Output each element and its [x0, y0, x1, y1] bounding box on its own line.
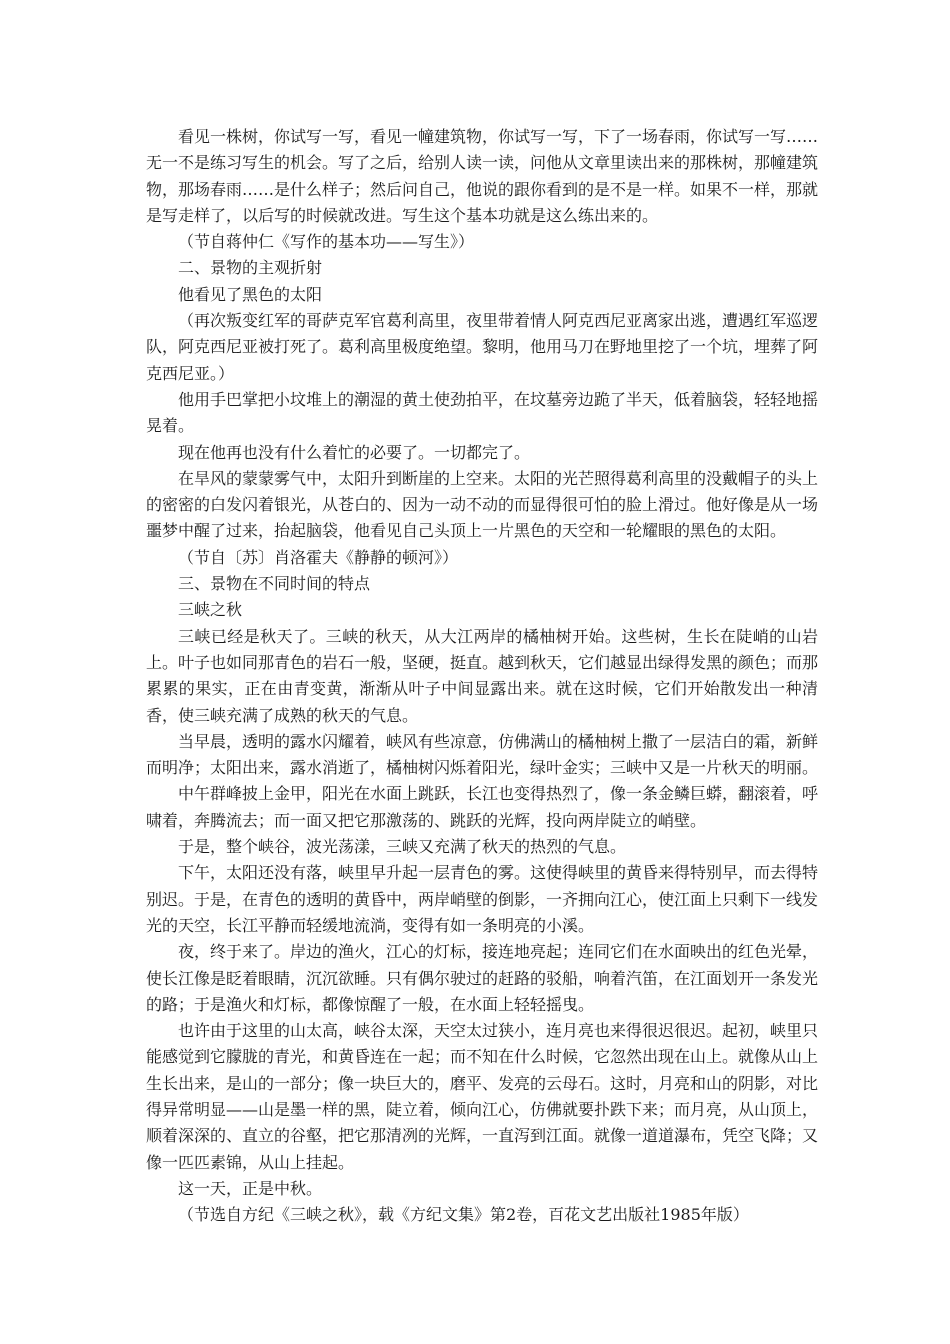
paragraph-moon: 也许由于这里的山太高，峡谷太深，天空太过狭小，连月亮也来得很迟很迟。起初，峡里只能感觉到它朦胧的青光，和黄昏连在一起；而不知在什么时候，它忽然出现在山上。就像从山上生长出来，是山的一部分；像一块巨大的，磨平、发亮的云母石。这时，月亮和山的阴影，对比得异常明显——山是墨一样的黑，陡立着，倾向江心，仿佛就要扑跌下来；而月亮，从山顶上，顺着深深的、直立的谷壑，把它那清冽的光辉，一直泻到江面。就像一道道瀑布，凭空飞降；又像一匹匹素锦，从山上挂起。	[146, 1021, 819, 1172]
paragraph-context-note: （再次叛变红军的哥萨克军官葛利高里，夜里带着情人阿克西尼亚离家出逃，遭遇红军巡逻队，阿克西尼亚被打死了。葛利高里极度绝望。黎明，他用马刀在野地里挖了一个坑，埋葬了阿克西尼亚。）	[146, 311, 819, 383]
paragraph-mid-autumn: 这一天，正是中秋。	[178, 1178, 323, 1198]
paragraph-valley: 于是，整个峡谷，波光荡漾，三峡又充满了秋天的热烈的气息。	[178, 837, 627, 857]
document-page	[146, 124, 818, 1228]
source-citation-sholokhov: （节自〔苏〕肖洛霍夫《静静的顿河》）	[178, 547, 459, 567]
paragraph-autumn-begins: 三峡已经是秋天了。三峡的秋天，从大江两岸的橘柚树开始。这些树，生长在陡峭的山岩上。叶子也如同那青色的岩石一般，坚硬，挺直。越到秋天，它们越显出绿得发黑的颜色；而那累累的果实，正在由青变黄，渐渐从叶子中间显露出来。就在这时候，它们开始散发出一种清香，使三峡充满了成熟的秋天的气息。	[146, 626, 819, 725]
excerpt-title-three-gorges: 三峡之秋	[178, 600, 243, 620]
section-heading-2: 二、景物的主观折射	[178, 258, 323, 278]
paragraph-morning: 当早晨，透明的露水闪耀着，峡风有些凉意，仿佛满山的橘柚树上撒了一层洁白的霜，新鲜而明净；太阳出来，露水消逝了，橘柚树闪烁着阳光，绿叶金实；三峡中又是一片秋天的明丽。	[146, 731, 819, 778]
section-heading-3: 三、景物在不同时间的特点	[178, 574, 371, 594]
paragraph-all-over: 现在他再也没有什么着忙的必要了。一切都完了。	[178, 442, 531, 462]
paragraph-night: 夜，终于来了。岸边的渔火，江心的灯标，接连地亮起；连同它们在水面映出的红色光晕，使长江像是眨着眼睛，沉沉欲睡。只有偶尔驶过的赶路的驳船，响着汽笛，在江面划开一条发光的路；于是渔火和灯标，都像惊醒了一般，在水面上轻轻摇曳。	[146, 942, 819, 1014]
paragraph-writing-practice: 看见一株树，你试写一写，看见一幢建筑物，你试写一写，下了一场春雨，你试写一写……无一不是练习写生的机会。写了之后，给别人读一读，问他从文章里读出来的那株树，那幢建筑物，那场春雨……是什么样子；然后问自己，他说的跟你看到的是不是一样。如果不一样，那就是写走样了，以后写的时候就改进。写生这个基本功就是这么练出来的。	[146, 127, 819, 225]
paragraph-black-sun: 在旱风的蒙蒙雾气中，太阳升到断崖的上空来。太阳的光芒照得葛利高里的没戴帽子的头上的密密的白发闪着银光，从苍白的、因为一动不动的而显得很可怕的脸上滑过。他好像是从一场噩梦中醒了过来，抬起脑袋，他看见自己头顶上一片黑色的天空和一轮耀眼的黑色的太阳。	[146, 468, 819, 541]
excerpt-title-black-sun: 他看见了黑色的太阳	[178, 284, 323, 304]
source-citation-jiang: （节自蒋仲仁《写作的基本功——写生》）	[178, 232, 475, 252]
paragraph-grave: 他用手巴掌把小坟堆上的潮湿的黄土使劲拍平，在坟墓旁边跪了半天，低着脑袋，轻轻地摇晃着。	[146, 389, 819, 436]
paragraph-afternoon: 下午，太阳还没有落，峡里早升起一层青色的雾。这使得峡里的黄昏来得特别早，而去得特别迟。于是，在青色的透明的黄昏中，两岸峭壁的倒影，一齐拥向江心，使江面上只剩下一线发光的天空，长江平静而轻缓地流淌，变得有如一条明亮的小溪。	[146, 863, 819, 935]
paragraph-noon: 中午群峰披上金甲，阳光在水面上跳跃，长江也变得热烈了，像一条金鳞巨蟒，翻滚着，呼啸着，奔腾流去；而一面又把它那激荡的、跳跃的光辉，投向两岸陡立的峭壁。	[146, 784, 819, 830]
source-citation-fang-ji: （节选自方纪《三峡之秋》，载《方纪文集》第2卷，百花文艺出版社1985年版）	[178, 1205, 749, 1225]
